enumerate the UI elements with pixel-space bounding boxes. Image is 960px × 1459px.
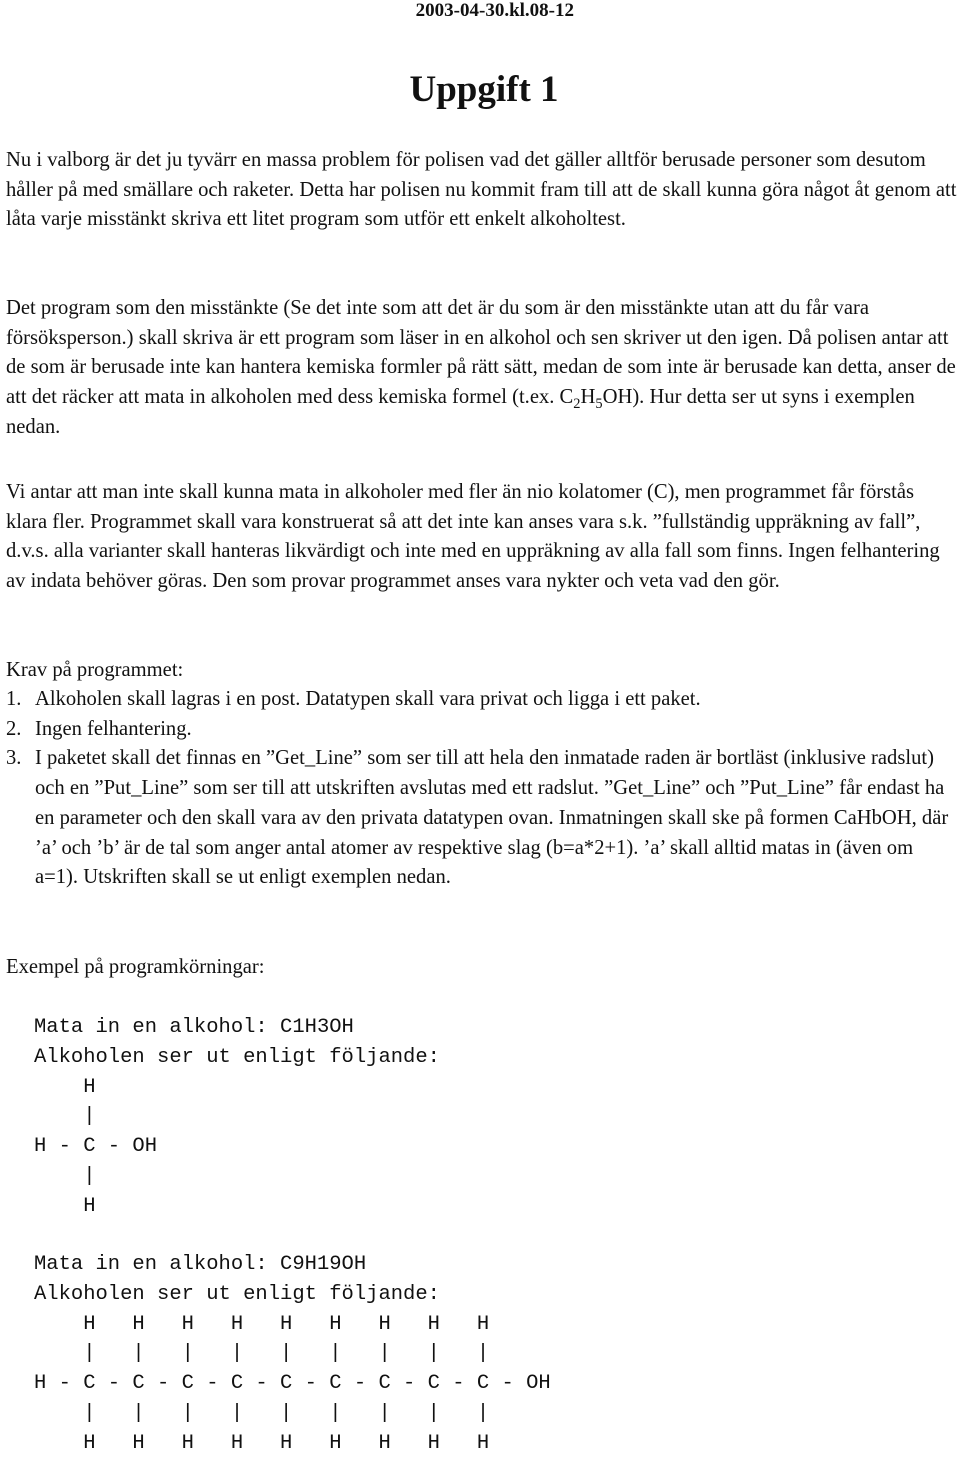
list-item-text: Ingen felhantering. — [35, 717, 192, 740]
header-date: 2003-04-30.kl.08-12 — [415, 0, 574, 21]
list-item-number: 2. — [6, 717, 22, 740]
example-run-1: Mata in en alkohol: C1H3OH Alkoholen ser ut enligt följande: H | H - C - OH | H — [34, 1016, 440, 1218]
list-item-text: I paketet skall det finnas en ”Get_Line” som ser till att hela den inmatade raden är bortläst (inklusive radslut) och en ”Put_Line” som ser till att utskriften avslutas med ett radslut. ”Get_Line” och ”Put_Line” får endast ha en parameter och den skall vara av den privata datatypen ovan. Inmatningen skall ske på formen CaHbOH, där ’a’ och ’b’ är de tal som anger antal atomer av respektive slag (b=a*2+1). ’a’ skall alltid matas in (även om a=1). Utskriften skall se ut enligt exemplen nedan. — [35, 747, 949, 889]
paragraph-text: OH). Hur detta ser ut syns i exemplen nedan. — [6, 386, 915, 438]
list-item-number: 3. — [6, 747, 22, 770]
example-run-2: Mata in en alkohol: C9H19OH Alkoholen ser ut enligt följande: H H H H H H H H H | | | | | | | | | H - C - C - C - C - C - C - C - C - C - OH | | | | | | | | | H H H H H H H H H — [34, 1253, 551, 1455]
subscript: 2 — [573, 396, 581, 413]
list-item-text: Alkoholen skall lagras i en post. Datatypen skall vara privat och ligga i ett paket. — [35, 688, 701, 710]
list-item-number: 1. — [6, 688, 22, 710]
list-item — [6, 744, 960, 893]
paragraph-text: H — [580, 386, 596, 409]
constraints-paragraph: Vi antar att man inte skall kunna mata in alkoholer med fler än nio kolatomer (C), men programmet får förstås klara fler. Programmet skall vara konstruerat så att det inte kan anses vara s.k. ”fullständig uppräkning av fall”, d.v.s. alla varianter skall hanteras likvärdigt och inte med en uppräkning av alla fall som finns. Ingen felhantering av indata behöver göras. Den som provar programmet anses vara nykter och veta vad den gör. — [6, 481, 940, 593]
requirements-list — [6, 685, 960, 893]
list-item — [6, 715, 960, 745]
program-description-paragraph — [6, 294, 960, 443]
requirements-heading: Krav på programmet: — [6, 659, 184, 681]
subscript: 5 — [595, 396, 603, 413]
list-item — [6, 685, 960, 715]
examples-heading: Exempel på programkörningar: — [6, 956, 265, 978]
intro-paragraph: Nu i valborg är det ju tyvärr en massa problem för polisen vad det gäller alltför berusade personer som desutom håller på med smällare och raketer. Detta har polisen nu kommit fram till att de skall kunna göra något åt genom att låta varje misstänkt skriva ett litet program som utför ett enkelt alkoholtest. — [6, 149, 957, 231]
paragraph-text: Det program som den misstänkte (Se det inte som att det är du som är den misstänkte utan att du får vara försöksperson.) skall skriva är ett program som läser in en alkohol och sen skriver ut den igen. Då polisen antar att de som är berusade inte kan hantera kemiska formler på rätt sätt, medan de som inte är berusade kan detta, anser de att det räcker att mata in alkoholen med dess kemiska formel (t.ex. C — [6, 297, 956, 409]
page-title: Uppgift 1 — [409, 69, 559, 110]
